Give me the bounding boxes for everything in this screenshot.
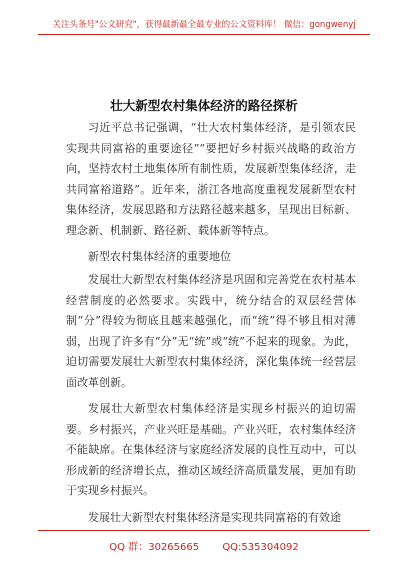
header-notice: 关注头条号"公文研究"，获得最新最全最专业的公文资料库！ 微信：gongwenyj (52, 20, 356, 30)
paragraph-common-prosperity: 发展壮大新型农村集体经济是实现共同富裕的有效途 (88, 511, 341, 524)
paragraph-intro: 习近平总书记强调，“壮大农村集体经济，是引领农民实现共同富裕的重要途径”“要把好乡村振兴战略的政治方向，坚持农村土地集体所有制性质，发展新型集体经济，走共同富裕道路”。近年来，浙江各地高度重视发展新型农村集体经济，发展思路和方法路径越来越多，呈现出目标新、理念新、机制新、路径新、载体新等特点。 (66, 121, 356, 237)
page-footer (0, 530, 408, 580)
paragraph-basic-system: 发展壮大新型农村集体经济是巩固和完善党在农村基本经营制度的必然要求。实践中，统分结合的双层经营体制“分”得较为彻底且越来越强化，而“统”得不够且相对薄弱，出现了许多有“分”无“统”或“统”不起来的现象。为此，迫切需要发展壮大新型农村集体经济，深化集体统一经营层面改革创新。 (66, 273, 356, 389)
footer-qq-group: QQ 群：30265665 (109, 542, 200, 553)
document-title: 壮大新型农村集体经济的路径探析 (110, 98, 298, 113)
section-heading: 新型农村集体经济的重要地位 (88, 250, 231, 263)
paragraph-rural-revitalization: 发展壮大新型农村集体经济是实现乡村振兴的迫切需要。乡村振兴，产业兴旺是基础。产业兴旺，农村集体经济不能缺席。在集体经济与家庭经济发展的良性互动中，可以形成新的经济增长点，推动区域经济高质量发展，更加有助于实现乡村振兴。 (66, 402, 356, 497)
header-divider (38, 34, 370, 35)
footer-contacts (0, 538, 408, 553)
footer-divider (38, 530, 370, 531)
page-header (0, 0, 408, 44)
footer-qq-number: QQ:535304092 (222, 542, 299, 553)
